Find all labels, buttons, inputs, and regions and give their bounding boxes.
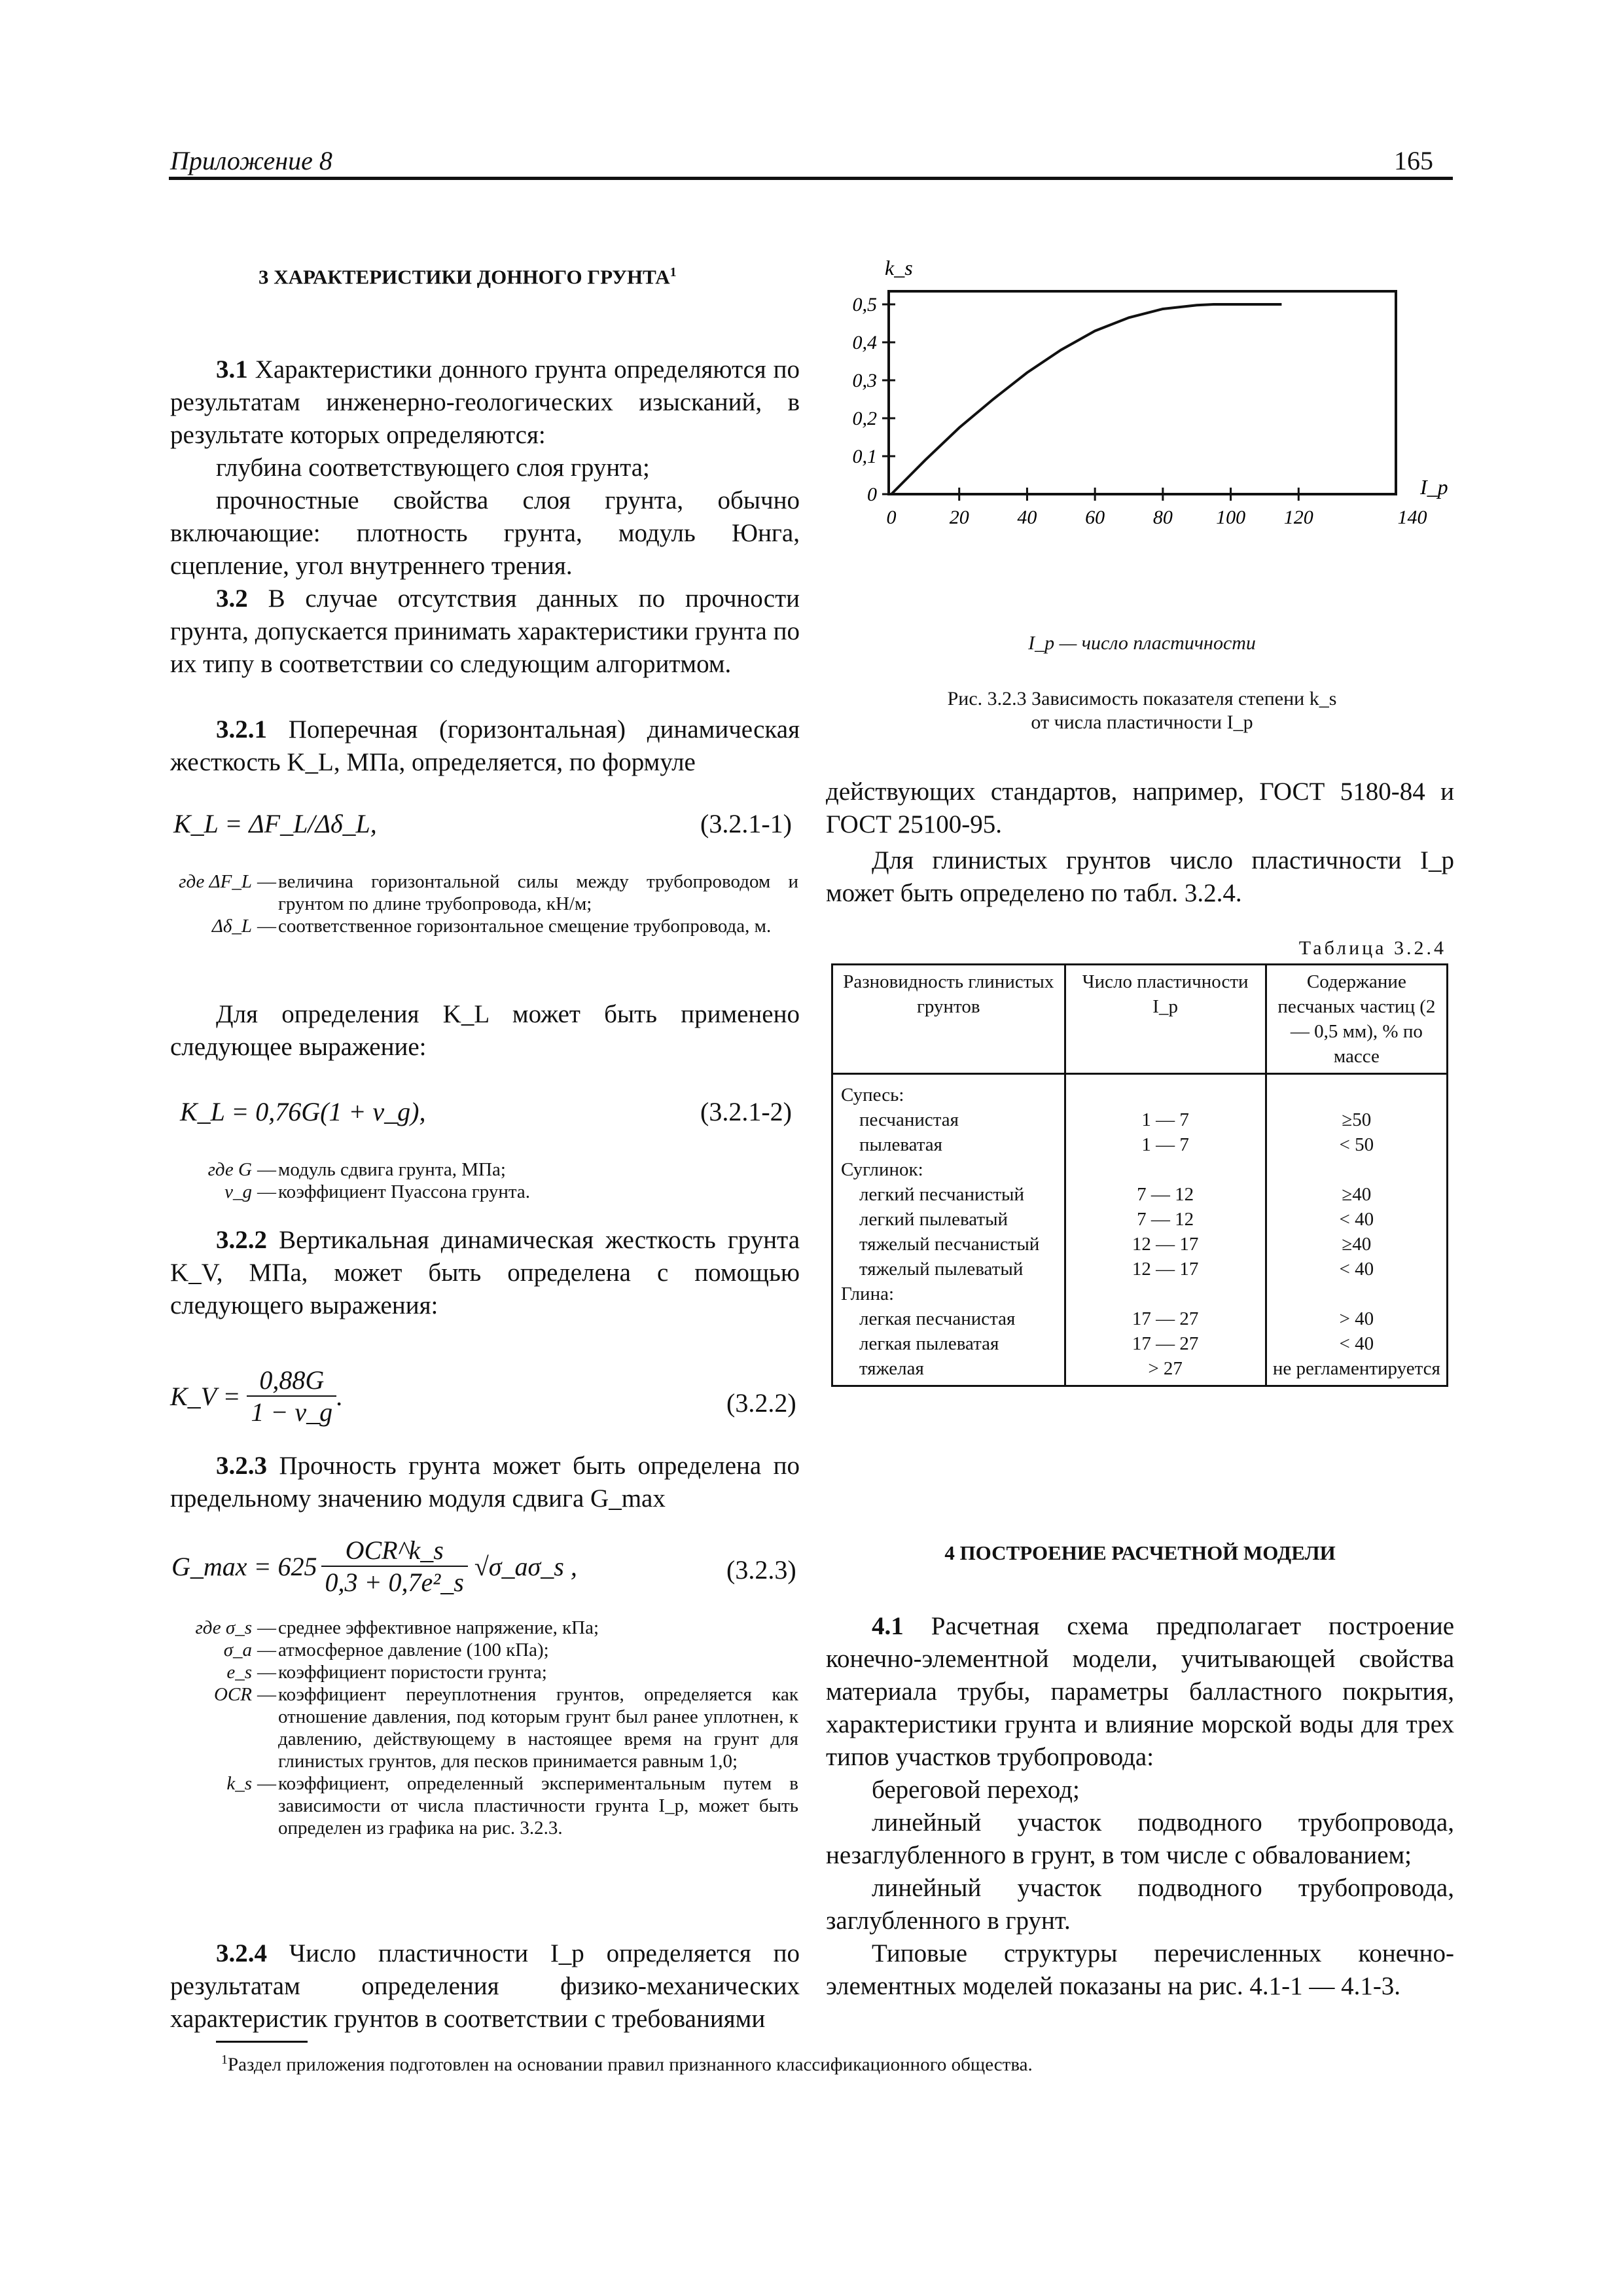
cell-plasticity	[1065, 1074, 1266, 1108]
cell-plasticity: 17 — 27	[1065, 1331, 1266, 1356]
footnote	[221, 2049, 1033, 2076]
paragraph-3-2-4	[170, 1937, 800, 2036]
table-header-sand: Содержание песчаных частиц (2 — 0,5 мм), % по массе	[1266, 965, 1447, 1074]
eq4-denominator: 0,3 + 0,7e²_s	[325, 1568, 464, 1597]
where-item: Δδ_L — соответственное горизонтальное смещение трубопровода, м.	[170, 915, 798, 937]
where-symbol: OCR	[214, 1684, 252, 1705]
table-row	[832, 1306, 1448, 1331]
footnote-text: Раздел приложения подготовлен на основании правил признанного классификационного общества.	[228, 2054, 1033, 2075]
footnote-ref: 1	[669, 265, 677, 279]
section-3-title	[259, 265, 677, 289]
cell-sand-content: ≥50	[1266, 1107, 1447, 1132]
p41-item-1: береговой переход;	[872, 1776, 1080, 1804]
p324-number: 3.2.4	[216, 1939, 267, 1967]
table-row	[832, 1232, 1448, 1257]
where-item: OCR — коэффициент переуплотнения грунтов, определяется как отношение давления, под которым грунт был ранее уплотнен, к давлению, действующему в настоящее время на грунт для глинистых грунтов, для песков принимается равным 1,0;	[170, 1683, 798, 1772]
where-definition: среднее эффективное напряжение, кПа;	[278, 1617, 599, 1638]
table-row	[832, 1356, 1448, 1386]
where-symbol: где σ_s	[195, 1617, 252, 1638]
footnote-rule	[216, 2041, 308, 2043]
cell-plasticity: > 27	[1065, 1356, 1266, 1386]
table-row	[832, 1182, 1448, 1207]
x-tick-label: 40	[1017, 507, 1037, 528]
where-item: e_s — коэффициент пористости грунта;	[170, 1661, 798, 1683]
eq4-numerator: OCR^k_s	[321, 1535, 468, 1567]
p321-text: Поперечная (горизонтальная) динамическая жесткость K_L, МПа, определяется, по формуле	[170, 715, 800, 776]
cell-sand-content: ≥40	[1266, 1182, 1447, 1207]
eq3-numerator: 0,88G	[247, 1365, 336, 1397]
eq3-lhs: K_V =	[170, 1381, 241, 1411]
cell-sand-content: < 50	[1266, 1132, 1447, 1157]
y-tick-label: 0,2	[852, 408, 877, 429]
table-header-type: Разновидность глинистых грунтов	[832, 965, 1065, 1074]
p41-number: 4.1	[872, 1612, 904, 1640]
paragraph-clay: Для глинистых грунтов число пластичности I_p может быть определено по табл. 3.2.4.	[826, 846, 1454, 907]
x-axis-caption: I_p — число пластичности	[1028, 632, 1256, 654]
eq3-fraction	[247, 1365, 336, 1427]
equation-3-2-3-number: (3.2.3)	[726, 1555, 796, 1585]
where-symbol: где G	[207, 1159, 252, 1180]
where-definition: коэффициент Пуассона грунта.	[278, 1181, 531, 1202]
cell-sand-content	[1266, 1074, 1447, 1108]
where-definition: соответственное горизонтальное смещение трубопровода, м.	[278, 916, 772, 937]
p41-item-3: линейный участок подводного трубопровода, заглубленного в грунт.	[826, 1874, 1454, 1935]
cell-soil-type: Супесь:	[832, 1074, 1065, 1108]
cell-plasticity: 1 — 7	[1065, 1132, 1266, 1157]
x-tick-label: 20	[949, 507, 969, 528]
p41-item-2: линейный участок подводного трубопровода, незаглубленного в грунт, в том числе с обвалованием;	[826, 1808, 1454, 1869]
section-3-title-text: 3 ХАРАКТЕРИСТИКИ ДОННОГО ГРУНТА	[259, 265, 670, 289]
where-item: где ΔF_L — величина горизонтальной силы между трубопроводом и грунтом по длине трубопровода, кН/м;	[170, 870, 798, 915]
where-symbol: e_s	[226, 1662, 252, 1683]
table-row	[832, 1074, 1448, 1108]
paragraph-3-2	[170, 583, 800, 681]
cell-plasticity: 7 — 12	[1065, 1207, 1266, 1232]
cell-sand-content: < 40	[1266, 1257, 1447, 1282]
paragraph-3-2-4-continued: действующих стандартов, например, ГОСТ 5180-84 и ГОСТ 25100-95.	[826, 778, 1454, 838]
y-tick-label: 0,1	[852, 446, 877, 467]
running-header-title: Приложение 8	[170, 146, 332, 175]
cell-plasticity: 1 — 7	[1065, 1107, 1266, 1132]
section-4-title: 4 ПОСТРОЕНИЕ РАСЧЕТНОЙ МОДЕЛИ	[944, 1541, 1336, 1564]
where-item: k_s — коэффициент, определенный экспериментальным путем в зависимости от числа пластичности грунта I_p, может быть определен из графика на рис. 3.2.3.	[170, 1772, 798, 1839]
where-list-2	[170, 1158, 798, 1203]
where-symbol: k_s	[226, 1773, 252, 1794]
table-row	[832, 1132, 1448, 1157]
paragraph-3-2-3	[170, 1450, 800, 1515]
table-title: Таблица 3.2.4	[1298, 937, 1446, 959]
cell-soil-type: песчанистая	[832, 1107, 1065, 1132]
cell-sand-content	[1266, 1282, 1447, 1306]
where-item: σ_a — атмосферное давление (100 кПа);	[170, 1639, 798, 1661]
cell-soil-type: тяжелый песчанистый	[832, 1232, 1065, 1257]
paragraph-3-1	[170, 353, 800, 452]
p31-text: Характеристики донного грунта определяются по результатам инженерно-геологических изысканий, в результате которых определяются:	[170, 355, 800, 449]
where-symbol: σ_a	[223, 1640, 252, 1660]
table-row	[832, 1257, 1448, 1282]
header-rule	[169, 177, 1453, 180]
cell-soil-type: Суглинок:	[832, 1157, 1065, 1182]
cell-sand-content: ≥40	[1266, 1232, 1447, 1257]
y-axis-label: k_s	[885, 256, 913, 279]
x-tick-label: 0	[886, 507, 897, 528]
equation-3-2-3	[171, 1535, 577, 1598]
cell-plasticity: 12 — 17	[1065, 1257, 1266, 1282]
where-item: v_g — коэффициент Пуассона грунта.	[170, 1181, 798, 1203]
eq4-fraction	[321, 1535, 468, 1598]
x-tick-label: 140	[1397, 507, 1427, 528]
figure-caption-line-2: от числа пластичности I_p	[1031, 711, 1253, 733]
p31-number: 3.1	[216, 355, 248, 384]
p32-text: В случае отсутствия данных по прочности грунта, допускается принимать характеристики грунта по их типу в соответствии со следующим алгоритмом.	[170, 584, 800, 678]
y-tick-label: 0,5	[852, 294, 877, 315]
where-item: где G — модуль сдвига грунта, МПа;	[170, 1158, 798, 1181]
cell-plasticity	[1065, 1157, 1266, 1182]
cell-soil-type: легкая песчанистая	[832, 1306, 1065, 1331]
where-symbol: где ΔF_L	[179, 871, 252, 892]
paragraph-3-2-1	[170, 713, 800, 779]
p321-number: 3.2.1	[216, 715, 267, 744]
p322-text: Вертикальная динамическая жесткость грунта K_V, МПа, может быть определена с помощью следующего выражения:	[170, 1226, 800, 1319]
table-row	[832, 1157, 1448, 1182]
equation-3-2-1-2: K_L = 0,76G(1 + v_g),	[180, 1097, 426, 1126]
eq4-lhs: G_max = 625	[171, 1551, 317, 1581]
where-definition: атмосферное давление (100 кПа);	[278, 1640, 549, 1660]
equation-3-2-2-number: (3.2.2)	[726, 1388, 796, 1418]
x-tick-label: 100	[1216, 507, 1246, 528]
cell-sand-content: не регламентируется	[1266, 1356, 1447, 1386]
chart-frame	[889, 291, 1396, 494]
p323-number: 3.2.3	[216, 1452, 267, 1480]
cell-soil-type: тяжелый пылеватый	[832, 1257, 1065, 1282]
cell-soil-type: легкий пылеватый	[832, 1207, 1065, 1232]
equation-3-2-1-1-number: (3.2.1-1)	[700, 809, 792, 838]
table-3-2-4	[831, 963, 1448, 1387]
paragraph-4-1	[826, 1610, 1454, 1774]
table-row	[832, 1107, 1448, 1132]
cell-sand-content: < 40	[1266, 1207, 1447, 1232]
where-symbol: Δδ_L	[211, 916, 252, 937]
where-symbol: v_g	[224, 1181, 252, 1202]
table-row	[832, 1207, 1448, 1232]
paragraph-kl: Для определения K_L может быть применено следующее выражение:	[170, 1000, 800, 1061]
x-tick-label: 120	[1283, 507, 1313, 528]
paragraph-models: Типовые структуры перечисленных конечно-элементных моделей показаны на рис. 4.1-1 — 4.1-3.	[826, 1939, 1454, 2000]
eq4-root: √σ_aσ_s ,	[474, 1551, 577, 1581]
cell-plasticity: 12 — 17	[1065, 1232, 1266, 1257]
cell-soil-type: пылеватая	[832, 1132, 1065, 1157]
p31-item-1: глубина соответствующего слоя грунта;	[216, 454, 650, 482]
p31-item-2: прочностные свойства слоя грунта, обычно включающие: плотность грунта, модуль Юнга, сцепление, угол внутреннего трения.	[170, 486, 800, 580]
y-tick-label: 0,4	[852, 332, 877, 353]
table-body	[832, 1074, 1448, 1386]
where-item: где σ_s — среднее эффективное напряжение, кПа;	[170, 1617, 798, 1639]
y-tick-label: 0,3	[852, 370, 877, 391]
p32-number: 3.2	[216, 584, 248, 613]
p323-text: Прочность грунта может быть определена по предельному значению модуля сдвига G_max	[170, 1452, 800, 1513]
table-header-row	[832, 965, 1448, 1074]
cell-plasticity: 7 — 12	[1065, 1182, 1266, 1207]
x-tick-label: 60	[1085, 507, 1105, 528]
page-number: 165	[1394, 146, 1433, 175]
cell-soil-type: легкая пылеватая	[832, 1331, 1065, 1356]
ks-curve	[891, 304, 1281, 494]
table-row	[832, 1282, 1448, 1306]
eq3-denominator: 1 − v_g	[251, 1397, 333, 1427]
cell-plasticity	[1065, 1282, 1266, 1306]
footnote-marker: 1	[221, 2053, 228, 2067]
where-definition: модуль сдвига грунта, МПа;	[278, 1159, 506, 1180]
p324-text: Число пластичности I_p определяется по результатам определения физико-механических характеристик грунтов в соответствии с требованиями	[170, 1939, 800, 2033]
figure-caption-line-1: Рис. 3.2.3 Зависимость показателя степени k_s	[947, 688, 1337, 709]
table-header-plasticity: Число пластичности I_p	[1065, 965, 1266, 1074]
where-definition: коэффициент пористости грунта;	[278, 1662, 547, 1683]
cell-sand-content: > 40	[1266, 1306, 1447, 1331]
equation-3-2-1-1: K_L = ΔF_L/Δδ_L,	[173, 809, 377, 838]
where-definition: величина горизонтальной силы между трубопроводом и грунтом по длине трубопровода, кН/м;	[278, 871, 798, 914]
where-list-1	[170, 870, 798, 937]
equation-3-2-2: K_V = $\frac{0,88G}{1 - v\_g}$ .	[170, 1365, 344, 1427]
where-definition: коэффициент переуплотнения грунтов, определяется как отношение давления, под которым грунт был ранее уплотнен, к давлению, действующему в настоящее время на грунт для глинистых грунтов, для песков принимается равным 1,0;	[278, 1684, 798, 1772]
ks-chart	[831, 249, 1453, 615]
cell-sand-content	[1266, 1157, 1447, 1182]
equation-3-2-1-2-number: (3.2.1-2)	[700, 1097, 792, 1126]
y-tick-label: 0	[867, 484, 877, 505]
cell-soil-type: тяжелая	[832, 1356, 1065, 1386]
p322-number: 3.2.2	[216, 1226, 267, 1254]
where-list-3	[170, 1617, 798, 1839]
cell-plasticity: 17 — 27	[1065, 1306, 1266, 1331]
p41-text: Расчетная схема предполагает построение конечно-элементной модели, учитывающей свойства материала трубы, параметры балластного покрытия, характеристики грунта и влияние морской воды для трех типов участков трубопровода:	[826, 1612, 1454, 1771]
x-tick-label: 80	[1152, 507, 1173, 528]
x-axis-end-label: I_p	[1420, 475, 1448, 499]
cell-soil-type: легкий песчанистый	[832, 1182, 1065, 1207]
paragraph-3-2-2	[170, 1224, 800, 1322]
cell-soil-type: Глина:	[832, 1282, 1065, 1306]
cell-sand-content: < 40	[1266, 1331, 1447, 1356]
table-row	[832, 1331, 1448, 1356]
where-definition: коэффициент, определенный экспериментальным путем в зависимости от числа пластичности грунта I_p, может быть определен из графика на рис. 3.2.3.	[278, 1773, 798, 1839]
